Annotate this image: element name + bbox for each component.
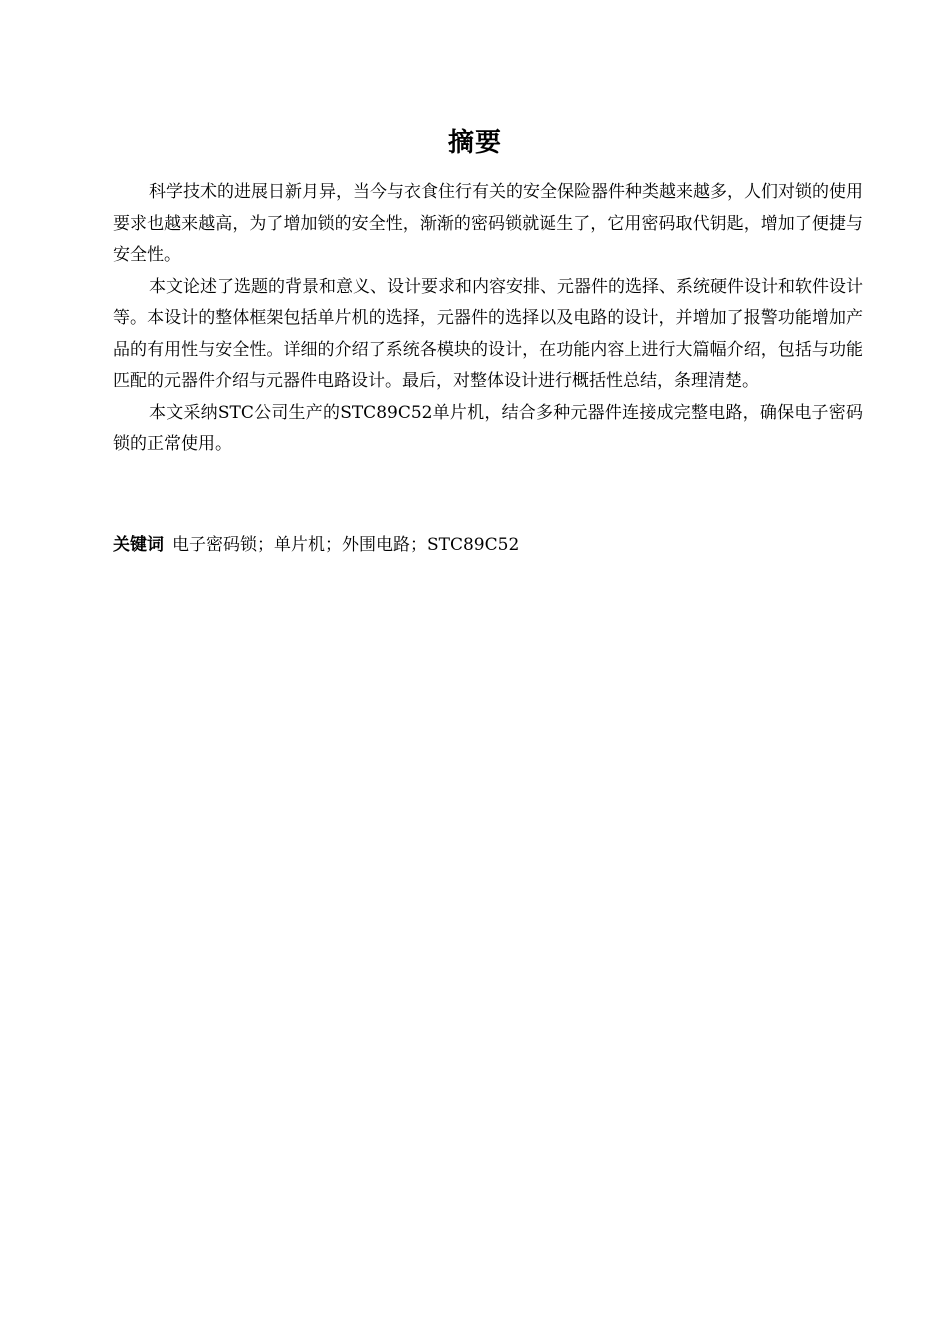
abstract-title: 摘要: [447, 128, 502, 158]
abstract-paragraph-2: 本文论述了选题的背景和意义、设计要求和内容安排、元器件的选择、系统硬件设计和软件设计等。本设计的整体框架包括单片机的选择，元器件的选择以及电路的设计，并增加了报警功能增加产品的有用性与安全性。详细的介绍了系统各模块的设计，在功能内容上进行大篇幅介绍，包括与功能匹配的元器件介绍与元器件电路设计。最后，对整体设计进行概括性总结，条理清楚。: [113, 276, 863, 391]
abstract-paragraph-1: 科学技术的进展日新月异，当今与衣食住行有关的安全保险器件种类越来越多，人们对锁的使用要求也越来越高，为了增加锁的安全性，渐渐的密码锁就诞生了，它用密码取代钥匙，增加了便捷与安全性。: [113, 182, 863, 265]
keywords-value: 电子密码锁；单片机；外围电路；STC89C52: [172, 535, 520, 555]
keywords-line: [113, 530, 863, 561]
abstract-body: [113, 177, 863, 461]
keywords-label: 关键词: [113, 535, 164, 555]
abstract-paragraph-3: 本文采纳STC公司生产的STC89C52单片机，结合多种元器件连接成完整电路，确保电子密码锁的正常使用。: [113, 402, 863, 454]
